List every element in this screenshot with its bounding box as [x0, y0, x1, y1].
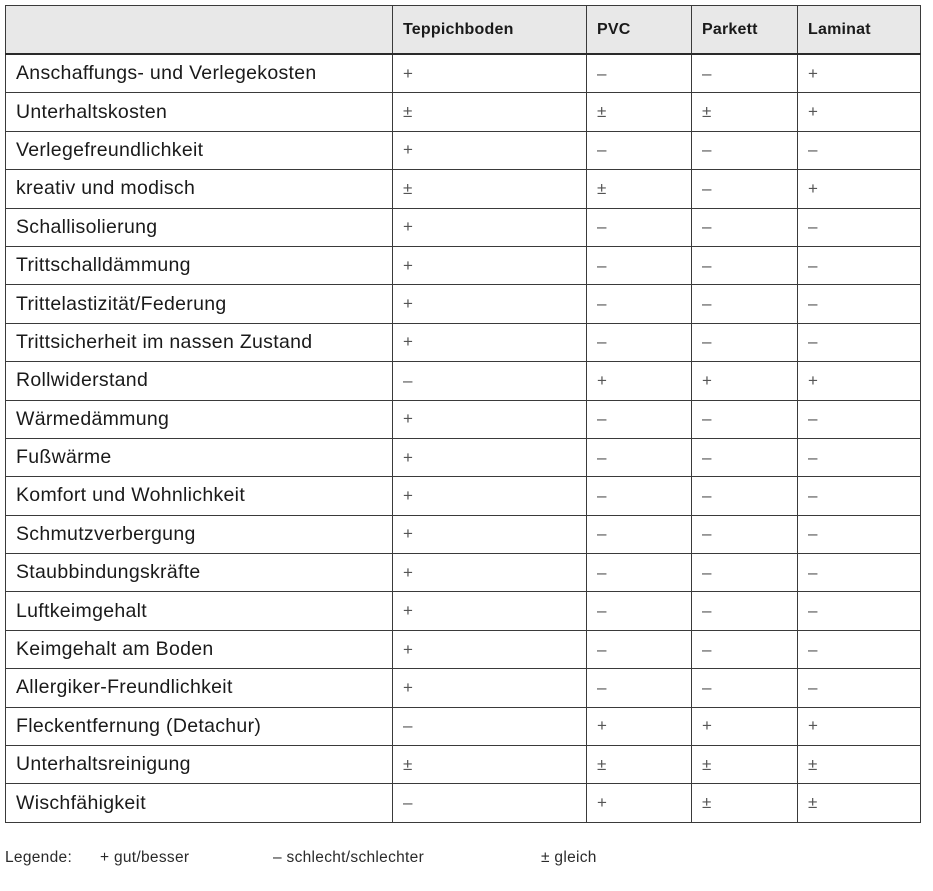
rating-cell: – — [587, 630, 692, 668]
rating-cell: ± — [692, 784, 798, 822]
rating-cell: – — [692, 438, 798, 476]
rating-cell: – — [798, 323, 921, 361]
rating-cell: – — [798, 438, 921, 476]
rating-cell: – — [587, 669, 692, 707]
rating-cell: – — [798, 400, 921, 438]
table-body — [6, 54, 921, 822]
rating-cell: ± — [587, 93, 692, 131]
rating-cell: + — [393, 669, 587, 707]
rating-cell: + — [692, 362, 798, 400]
rating-cell: ± — [393, 93, 587, 131]
table-row — [6, 131, 921, 169]
table-row — [6, 362, 921, 400]
row-label: Trittelastizität/Federung — [6, 285, 393, 323]
table-row — [6, 400, 921, 438]
row-label: Luftkeimgehalt — [6, 592, 393, 630]
row-label: Schallisolierung — [6, 208, 393, 246]
rating-cell: ± — [393, 746, 587, 784]
legend-bad: – schlecht/schlechter — [273, 849, 425, 866]
row-label: Staubbindungskräfte — [6, 554, 393, 592]
rating-cell: ± — [587, 170, 692, 208]
rating-cell: – — [393, 707, 587, 745]
table-row — [6, 707, 921, 745]
rating-cell: – — [692, 208, 798, 246]
rating-cell: + — [798, 362, 921, 400]
rating-cell: + — [798, 54, 921, 93]
rating-cell: ± — [798, 784, 921, 822]
row-label: Keimgehalt am Boden — [6, 630, 393, 668]
rating-cell: – — [587, 438, 692, 476]
table-row — [6, 246, 921, 284]
rating-cell: + — [587, 362, 692, 400]
rating-cell: – — [587, 54, 692, 93]
rating-cell: + — [798, 170, 921, 208]
row-label: Unterhaltsreinigung — [6, 746, 393, 784]
rating-cell: – — [692, 323, 798, 361]
rating-cell: – — [692, 246, 798, 284]
rating-cell: – — [587, 554, 692, 592]
table-row — [6, 784, 921, 822]
rating-cell: – — [393, 784, 587, 822]
table-row — [6, 170, 921, 208]
rating-cell: + — [587, 784, 692, 822]
rating-cell: + — [393, 630, 587, 668]
row-label: Komfort und Wohnlichkeit — [6, 477, 393, 515]
table-header — [6, 6, 921, 55]
legend-good: + gut/besser — [100, 849, 190, 866]
table-row — [6, 93, 921, 131]
row-label: Verlegefreundlichkeit — [6, 131, 393, 169]
rating-cell: + — [393, 477, 587, 515]
rating-cell: + — [393, 400, 587, 438]
rating-cell: – — [692, 592, 798, 630]
header-cell-teppichboden: Teppichboden — [393, 6, 587, 55]
rating-cell: – — [393, 362, 587, 400]
rating-cell: ± — [393, 170, 587, 208]
legend-title: Legende: — [5, 849, 73, 866]
rating-cell: – — [798, 477, 921, 515]
rating-cell: – — [798, 592, 921, 630]
rating-cell: – — [798, 131, 921, 169]
rating-cell: – — [692, 285, 798, 323]
rating-cell: – — [798, 630, 921, 668]
row-label: Fleckentfernung (Detachur) — [6, 707, 393, 745]
rating-cell: + — [393, 438, 587, 476]
rating-cell: – — [692, 669, 798, 707]
row-label: Allergiker-Freundlichkeit — [6, 669, 393, 707]
rating-cell: + — [393, 515, 587, 553]
table-row — [6, 477, 921, 515]
rating-cell: ± — [798, 746, 921, 784]
table-row — [6, 554, 921, 592]
header-cell-criterion — [6, 6, 393, 55]
rating-cell: – — [587, 400, 692, 438]
table-row — [6, 630, 921, 668]
rating-cell: – — [587, 208, 692, 246]
row-label: Unterhaltskosten — [6, 93, 393, 131]
rating-cell: – — [587, 592, 692, 630]
row-label: Rollwiderstand — [6, 362, 393, 400]
rating-cell: – — [587, 323, 692, 361]
rating-cell: – — [692, 400, 798, 438]
row-label: Wischfähigkeit — [6, 784, 393, 822]
rating-cell: – — [587, 515, 692, 553]
rating-cell: + — [393, 131, 587, 169]
rating-cell: + — [798, 93, 921, 131]
rating-cell: – — [798, 669, 921, 707]
rating-cell: + — [393, 208, 587, 246]
table-row — [6, 208, 921, 246]
rating-cell: – — [798, 285, 921, 323]
rating-cell: + — [393, 54, 587, 93]
rating-cell: ± — [692, 746, 798, 784]
rating-cell: – — [692, 515, 798, 553]
header-cell-laminat: Laminat — [798, 6, 921, 55]
rating-cell: ± — [587, 746, 692, 784]
header-cell-parkett: Parkett — [692, 6, 798, 55]
comparison-table — [5, 5, 921, 823]
rating-cell: – — [798, 515, 921, 553]
rating-cell: + — [692, 707, 798, 745]
table-row — [6, 54, 921, 93]
rating-cell: – — [587, 246, 692, 284]
rating-cell: + — [393, 323, 587, 361]
rating-cell: – — [798, 554, 921, 592]
table-row — [6, 746, 921, 784]
rating-cell: – — [692, 54, 798, 93]
row-label: Anschaffungs- und Verlegekosten — [6, 54, 393, 93]
table-row — [6, 285, 921, 323]
row-label: Wärmedämmung — [6, 400, 393, 438]
table-row — [6, 515, 921, 553]
rating-cell: + — [393, 554, 587, 592]
table-row — [6, 438, 921, 476]
table-row — [6, 592, 921, 630]
header-row — [6, 6, 921, 55]
row-label: kreativ und modisch — [6, 170, 393, 208]
rating-cell: + — [393, 592, 587, 630]
table-row — [6, 323, 921, 361]
rating-cell: + — [798, 707, 921, 745]
header-cell-pvc: PVC — [587, 6, 692, 55]
rating-cell: – — [798, 246, 921, 284]
row-label: Trittsicherheit im nassen Zustand — [6, 323, 393, 361]
row-label: Schmutzverbergung — [6, 515, 393, 553]
legend-equal: ± gleich — [541, 849, 597, 866]
rating-cell: + — [393, 246, 587, 284]
rating-cell: – — [692, 477, 798, 515]
rating-cell: – — [692, 131, 798, 169]
rating-cell: – — [692, 630, 798, 668]
rating-cell: – — [587, 477, 692, 515]
rating-cell: ± — [692, 93, 798, 131]
rating-cell: – — [587, 131, 692, 169]
rating-cell: + — [393, 285, 587, 323]
row-label: Trittschalldämmung — [6, 246, 393, 284]
rating-cell: – — [798, 208, 921, 246]
rating-cell: – — [692, 554, 798, 592]
rating-cell: + — [587, 707, 692, 745]
row-label: Fußwärme — [6, 438, 393, 476]
rating-cell: – — [587, 285, 692, 323]
rating-cell: – — [692, 170, 798, 208]
table-row — [6, 669, 921, 707]
